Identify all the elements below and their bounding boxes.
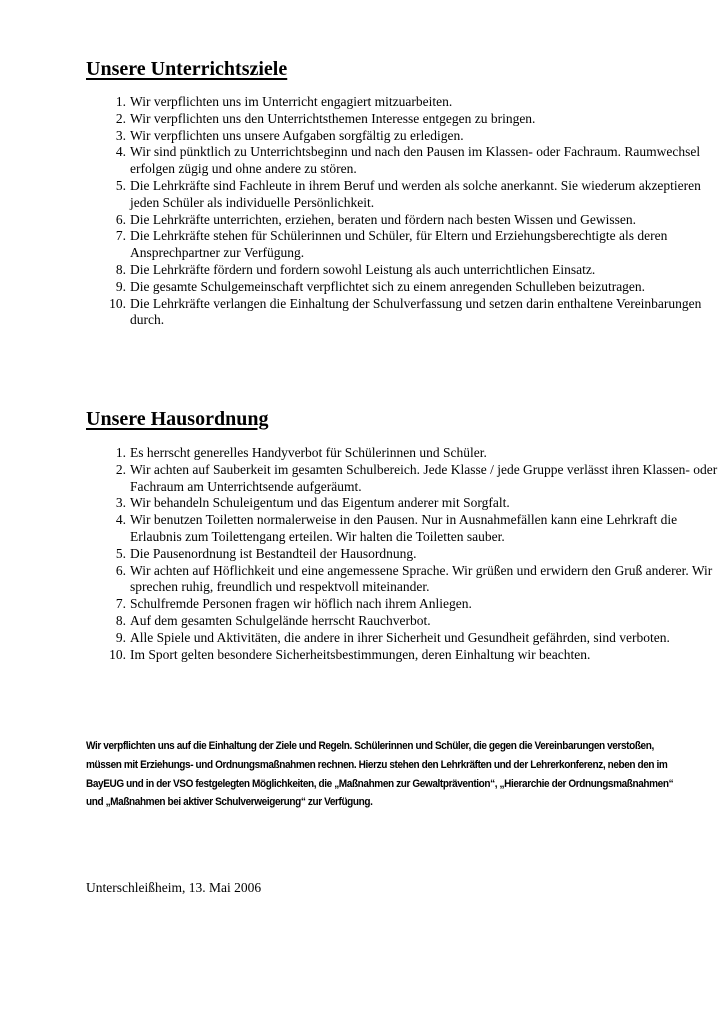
place-and-date: Unterschleißheim, 13. Mai 2006 <box>86 880 262 895</box>
item-number: 6. <box>115 211 126 227</box>
list-item <box>115 94 720 111</box>
item-text: Es herrscht generelles Handyverbot für Schülerinnen und Schüler. <box>130 445 487 460</box>
list-item <box>115 177 720 212</box>
closing-note: Wir verpflichten uns auf die Einhaltung der Ziele und Regeln. Schülerinnen und Schüler, die gegen die Vereinbarungen verstoßen, müssen mit Erziehungs- und Ordnungsmaßnahmen rechnen. Hierzu stehen den Lehrkräften und der Lehrerkonferenz, neben den im BayEUG und in der VSO festgelegten Möglichkeiten, die „Maßnahmen zur Gewaltprävention“, „Hierarchie der Ordnungsmaßnahmen“ und „Maßnahmen bei aktiver Schulverweigerung“ zur Verfügung. <box>86 740 674 809</box>
item-number: 2. <box>115 110 126 126</box>
item-text: Wir behandeln Schuleigentum und das Eigentum anderer mit Sorgfalt. <box>130 495 510 511</box>
item-number: 8. <box>115 261 126 277</box>
list-item <box>115 461 720 496</box>
item-text: Die Lehrkräfte sind Fachleute in ihrem Beruf und werden als solche anerkannt. Sie wiederum akzeptieren jeden Schüler als individuelle Persönlichkeit. <box>130 177 701 210</box>
item-number: 4. <box>115 144 126 160</box>
item-text: Die gesamte Schulgemeinschaft verpflichtet sich zu einem anregenden Schulleben beizutragen. <box>130 278 646 294</box>
item-text: Alle Spiele und Aktivitäten, die andere in ihrer Sicherheit und Gesundheit gefährden, sind verboten. <box>130 629 670 645</box>
list-item <box>115 228 720 262</box>
list-item <box>115 144 720 178</box>
list-item <box>115 596 720 613</box>
item-number: 6. <box>115 562 126 578</box>
item-text: Wir verpflichten uns den Unterrichtsthemen Interesse entgegen zu bringen. <box>130 110 536 126</box>
section-title-hausordnung: Unsere Hausordnung <box>86 408 269 430</box>
item-text: Die Lehrkräfte verlangen die Einhaltung der Schulverfassung und setzen darin enthaltene Vereinbarungen durch. <box>130 295 702 328</box>
list-item <box>115 211 720 229</box>
list-item <box>115 495 720 512</box>
item-number: 1. <box>115 94 126 109</box>
item-text: Die Lehrkräfte unterrichten, erziehen, beraten und fördern nach besten Wissen und Gewissen. <box>130 211 637 227</box>
item-number: 5. <box>115 545 126 561</box>
list-item <box>115 629 720 647</box>
item-text: Wir verpflichten uns unsere Aufgaben sorgfältig zu erledigen. <box>130 127 464 143</box>
list-item <box>115 512 720 546</box>
item-text: Im Sport gelten besondere Sicherheitsbestimmungen, deren Einhaltung wir beachten. <box>130 646 591 662</box>
item-number: 10. <box>109 646 126 662</box>
item-number: 3. <box>115 127 126 143</box>
item-text: Die Lehrkräfte fördern und fordern sowohl Leistung als auch unterrichtlichen Einsatz. <box>130 261 596 277</box>
list-item <box>115 445 720 462</box>
list-item <box>115 545 720 563</box>
item-number: 3. <box>115 495 126 511</box>
list-item <box>109 295 720 330</box>
list-item <box>115 562 720 597</box>
item-number: 7. <box>115 228 126 244</box>
list-item <box>109 646 720 664</box>
item-text: Schulfremde Personen fragen wir höflich nach ihrem Anliegen. <box>130 596 472 612</box>
item-number: 7. <box>115 596 126 612</box>
item-text: Die Lehrkräfte stehen für Schülerinnen und Schüler, für Eltern und Erziehungsberechtigte als deren Ansprechpartner zur Verfügung. <box>130 228 668 261</box>
item-text: Wir benutzen Toiletten normalerweise in den Pausen. Nur in Ausnahmefällen kann eine Lehrkraft die Erlaubnis zum Toilettengang erteilen. Wir halten die Toiletten sauber. <box>130 512 678 544</box>
item-number: 2. <box>115 461 126 477</box>
unterrichtsziele-list <box>86 94 720 329</box>
item-number: 10. <box>109 295 126 311</box>
item-number: 4. <box>115 512 126 528</box>
item-number: 8. <box>115 612 126 628</box>
list-item <box>115 127 720 145</box>
item-text: Auf dem gesamten Schulgelände herrscht Rauchverbot. <box>130 612 431 628</box>
section-title-unterrichtsziele: Unsere Unterrichtsziele <box>86 58 288 80</box>
item-number: 5. <box>115 177 126 193</box>
list-item <box>115 110 720 128</box>
list-item <box>115 612 720 630</box>
list-item <box>115 278 720 296</box>
item-text: Wir achten auf Sauberkeit im gesamten Schulbereich. Jede Klasse / jede Gruppe verlässt ihren Klassen- oder Fachraum am Unterrichtsende aufgeräumt. <box>130 461 718 494</box>
item-text: Wir sind pünktlich zu Unterrichtsbeginn und nach den Pausen im Klassen- oder Fachraum. Raumwechsel erfolgen zügig und ohne andere zu stören. <box>130 144 701 177</box>
item-number: 1. <box>115 445 126 460</box>
item-text: Wir achten auf Höflichkeit und eine angemessene Sprache. Wir grüßen und erwidern den Gruß anderer. Wir sprechen ruhig, freundlich und respektvoll miteinander. <box>130 562 713 595</box>
item-number: 9. <box>115 629 126 645</box>
item-text: Wir verpflichten uns im Unterricht engagiert mitzuarbeiten. <box>130 94 453 109</box>
hausordnung-list <box>86 445 720 663</box>
item-number: 9. <box>115 278 126 294</box>
list-item <box>115 261 720 279</box>
item-text: Die Pausenordnung ist Bestandteil der Hausordnung. <box>130 545 417 561</box>
